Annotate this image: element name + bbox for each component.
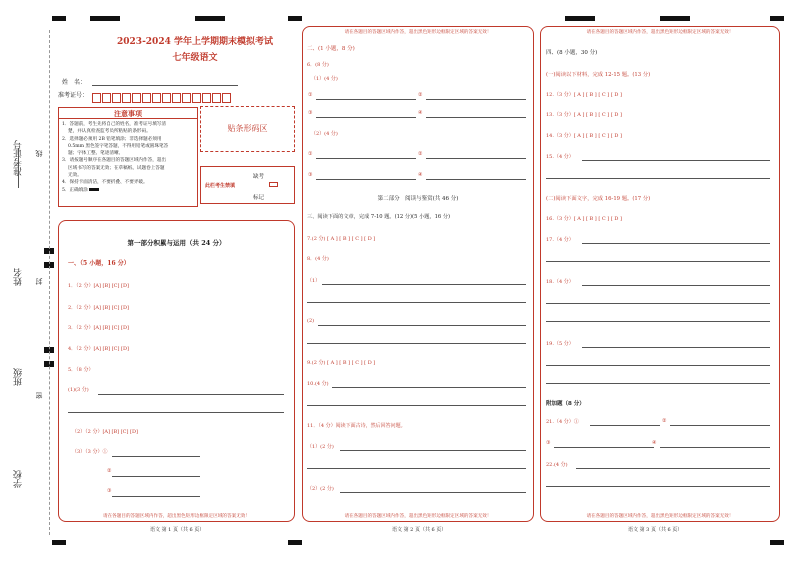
q21: 21.（4 分）①	[546, 419, 579, 425]
q8: 8．(4 分)	[307, 256, 329, 262]
answer-line[interactable]	[576, 468, 770, 469]
side-label-class: 班级	[14, 368, 24, 386]
q8-1: （1）	[307, 278, 321, 284]
exam-title: 2023-2024 学年上学期期末模拟考试	[117, 37, 273, 47]
answer-line[interactable]	[582, 285, 770, 286]
answer-line[interactable]	[546, 178, 770, 179]
name-field[interactable]	[92, 85, 238, 86]
footer-page-2: 语文 第 2 页（共 6 页）	[392, 527, 447, 533]
q6-2-c1: ①	[308, 151, 313, 157]
absent-mark-box[interactable]	[269, 182, 278, 187]
q22: 22.(4 分)	[546, 462, 568, 468]
answer-line[interactable]	[546, 486, 770, 487]
q21-c2: ②	[662, 418, 667, 424]
answer-line[interactable]	[546, 303, 770, 304]
q6-2: （2）(4 分)	[311, 131, 338, 137]
answer-line[interactable]	[332, 387, 526, 388]
answer-line[interactable]	[554, 447, 654, 448]
footer-page-3: 语文 第 3 页（共 6 页）	[628, 527, 683, 533]
side-label-name: 姓名	[14, 268, 24, 286]
answer-line[interactable]	[426, 179, 526, 180]
answer-line[interactable]	[546, 321, 770, 322]
answer-line[interactable]	[590, 425, 660, 426]
alignment-mark	[770, 540, 784, 545]
q6-1: （1）(4 分)	[311, 76, 338, 82]
panel-3-notice: 请在各题目的答题区域内作答，超出黑色矩形边框限定区域的答案无效！	[586, 514, 734, 519]
q6-1-c1: ①	[308, 92, 313, 98]
notice-fill-example: 5．正确填涂	[62, 187, 88, 193]
notice-heading: 注意事项	[59, 108, 197, 119]
q21-c3: ③	[546, 440, 551, 446]
side-fill-line	[18, 148, 19, 188]
answer-line[interactable]	[307, 302, 526, 303]
panel-2-top-notice: 请在各题目的答题区域内作答，超出黑色矩形边框限定区域的答案无效！	[344, 30, 492, 35]
q12[interactable]: 12.（3 分）[ A ] [ B ] [ C ] [ D ]	[546, 92, 622, 98]
answer-line[interactable]	[316, 117, 416, 118]
q5-3-c2: ②	[107, 468, 112, 474]
section-3-title: 三、阅读下面的文章，完成 7-10 题。(12 分)(5 小题，16 分)	[307, 214, 451, 220]
alignment-mark	[52, 540, 66, 545]
answer-line[interactable]	[426, 158, 526, 159]
answer-line[interactable]	[340, 492, 526, 493]
exam-no-boxes[interactable]	[92, 87, 232, 106]
name-label: 姓 名：	[62, 79, 87, 86]
q11-2: （2）(2 分)	[307, 486, 334, 492]
alignment-mark	[195, 16, 225, 21]
alignment-mark	[770, 16, 784, 21]
answer-line[interactable]	[68, 412, 284, 413]
alignment-mark	[565, 16, 595, 21]
q8-2: (2)	[307, 318, 315, 324]
answer-line[interactable]	[112, 496, 200, 497]
exam-subtitle: 七年级语文	[172, 53, 218, 63]
exam-no-label: 准考证号：	[58, 92, 89, 99]
answer-line[interactable]	[660, 447, 770, 448]
alignment-mark	[660, 16, 690, 21]
answer-line[interactable]	[340, 450, 526, 451]
panel-3-top-notice: 请在各题目的答题区域内作答，超出黑色矩形边框限定区域的答案无效！	[586, 30, 734, 35]
answer-line[interactable]	[112, 456, 200, 457]
answer-line[interactable]	[546, 383, 770, 384]
absent-mark-label: 标记	[253, 195, 265, 201]
q2[interactable]: 2．（2 分）[A] [B] [C] [D]	[68, 305, 129, 311]
section-2-title: 二、(1 小题，8 分)	[307, 46, 355, 52]
answer-line[interactable]	[318, 325, 526, 326]
answer-line[interactable]	[670, 425, 770, 426]
q3[interactable]: 3．（2 分）[A] [B] [C] [D]	[68, 325, 129, 331]
q6-2-c4: ④	[418, 172, 423, 178]
notice-line	[62, 187, 194, 194]
answer-line[interactable]	[307, 405, 526, 406]
panel-2	[302, 26, 534, 522]
q6-2-c3: ③	[308, 172, 313, 178]
answer-line[interactable]	[307, 468, 526, 469]
answer-line[interactable]	[426, 117, 526, 118]
side-label-seal: 封	[35, 278, 43, 285]
side-label-secret: 密	[35, 392, 43, 399]
q5: 5．（8 分）	[68, 367, 94, 373]
answer-line[interactable]	[582, 347, 770, 348]
q11: 11．（4 分）阅读下面古诗，然后回答问题。	[307, 423, 406, 429]
answer-line[interactable]	[112, 476, 200, 477]
q1[interactable]: 1．（2 分）[A] [B] [C] [D]	[68, 283, 129, 289]
notice-line: 无效。	[68, 173, 82, 179]
sub-section-1: (一)阅读以下材料，完成 12-15 题。(13 分)	[546, 72, 651, 78]
q14[interactable]: 14.（3 分）[ A ] [ B ] [ C ] [ D ]	[546, 133, 622, 139]
answer-line[interactable]	[316, 99, 416, 100]
notice-line: 楚，并认真检查监考员所粘贴的条形码。	[68, 129, 151, 135]
q19: 19.（5 分）	[546, 341, 574, 347]
q6-1-c3: ③	[308, 110, 313, 116]
side-label-line: 线	[35, 150, 43, 157]
answer-line[interactable]	[316, 158, 416, 159]
absent-note: 此栏考生禁填	[205, 183, 236, 189]
q10: 10.(4 分)	[307, 381, 329, 387]
notice-box	[58, 107, 198, 207]
q6-1-c4: ④	[418, 110, 423, 116]
absent-box	[200, 166, 295, 204]
footer-page-1: 语文 第 1 页（共 6 页）	[150, 527, 205, 533]
q7[interactable]: 7.(2 分) [ A ] [ B ] [ C ] [ D ]	[307, 236, 376, 242]
alignment-mark	[288, 540, 302, 545]
binding-line	[49, 30, 50, 535]
q21-c4: ④	[652, 440, 657, 446]
answer-line[interactable]	[322, 284, 526, 285]
answer-line[interactable]	[98, 394, 284, 395]
side-label-school: 学校	[14, 470, 24, 488]
answer-line[interactable]	[426, 99, 526, 100]
q5-3: （3）（3 分）①	[72, 449, 108, 455]
q6-1-c2: ②	[418, 92, 423, 98]
answer-line[interactable]	[582, 160, 770, 161]
answer-line[interactable]	[546, 365, 770, 366]
section-4-title: 四、(8 小题，30 分)	[546, 50, 598, 56]
q5-3-c3: ③	[107, 488, 112, 494]
q17: 17.（4 分）	[546, 237, 574, 243]
notice-line: 题；字体工整、笔迹清晰。	[68, 151, 124, 157]
barcode-area	[200, 106, 295, 152]
q13[interactable]: 13.（3 分）[ A ] [ B ] [ C ] [ D ]	[546, 112, 622, 118]
q5-2[interactable]: （2）（2 分）[A] [B] [C] [D]	[72, 429, 138, 435]
q11-1: （1）(2 分)	[307, 444, 334, 450]
q5-1: (1)(3 分)	[68, 387, 89, 393]
notice-line: 1．答题前，考生先将自己的姓名，准考证号填写清	[62, 122, 166, 127]
alignment-mark	[288, 16, 302, 21]
q6-2-c2: ②	[418, 151, 423, 157]
panel-2-notice: 请在各题目的答题区域内作答，超出黑色矩形边框限定区域的答案无效！	[344, 514, 492, 519]
part2-title: 第二部分 阅读与鉴赏(共 46 分)	[377, 196, 459, 202]
notice-line: 区域书写的答案无效；在草稿纸、试题卷上答题	[68, 165, 165, 171]
alignment-mark	[90, 16, 120, 21]
notice-line: 0.5mm 黑色签字笔答题，不得用铅笔或圆珠笔答	[68, 143, 169, 149]
absent-label: 缺考	[253, 174, 265, 180]
notice-line: 2．选择题必须用 2B 铅笔填涂；非选择题必须用	[62, 136, 162, 142]
bonus-title: 附加题（8 分）	[546, 401, 585, 407]
sub-section-2: (二)阅读下面文字，完成 16-19 题。(17 分)	[546, 196, 651, 202]
q15: 15.（4 分）	[546, 154, 574, 160]
notice-line: 3．请按题号顺序在各题目的答题区域内作答，超出	[62, 158, 166, 164]
q6: 6．(8 分)	[307, 62, 329, 68]
side-label-exam-no: 准考证号	[14, 140, 24, 176]
q4[interactable]: 4．（2 分）[A] [B] [C] [D]	[68, 346, 129, 352]
answer-line[interactable]	[582, 243, 770, 244]
answer-line[interactable]	[546, 261, 770, 262]
answer-line[interactable]	[316, 179, 416, 180]
notice-line: 4．保持卡面清洁，不要折叠、不要弄破。	[62, 180, 148, 186]
panel-1-notice: 请在各题目的答题区域内作答，超出黑色矩形边框限定区域的答案无效！	[102, 514, 250, 519]
part1-title: 第一部分积累与运用（共 24 分）	[127, 239, 226, 247]
section-1-title: 一、（5 小题，16 分）	[68, 260, 130, 267]
q18: 18.（4 分）	[546, 279, 574, 285]
filled-sample-icon	[89, 188, 99, 191]
q16[interactable]: 16.（3 分）[ A ] [ B ] [ C ] [ D ]	[546, 216, 622, 222]
alignment-mark	[52, 16, 66, 21]
q9[interactable]: 9.(2 分) [ A ] [ B ] [ C ] [ D ]	[307, 360, 376, 366]
barcode-label: 贴条形码区	[227, 124, 268, 133]
answer-line[interactable]	[307, 343, 526, 344]
